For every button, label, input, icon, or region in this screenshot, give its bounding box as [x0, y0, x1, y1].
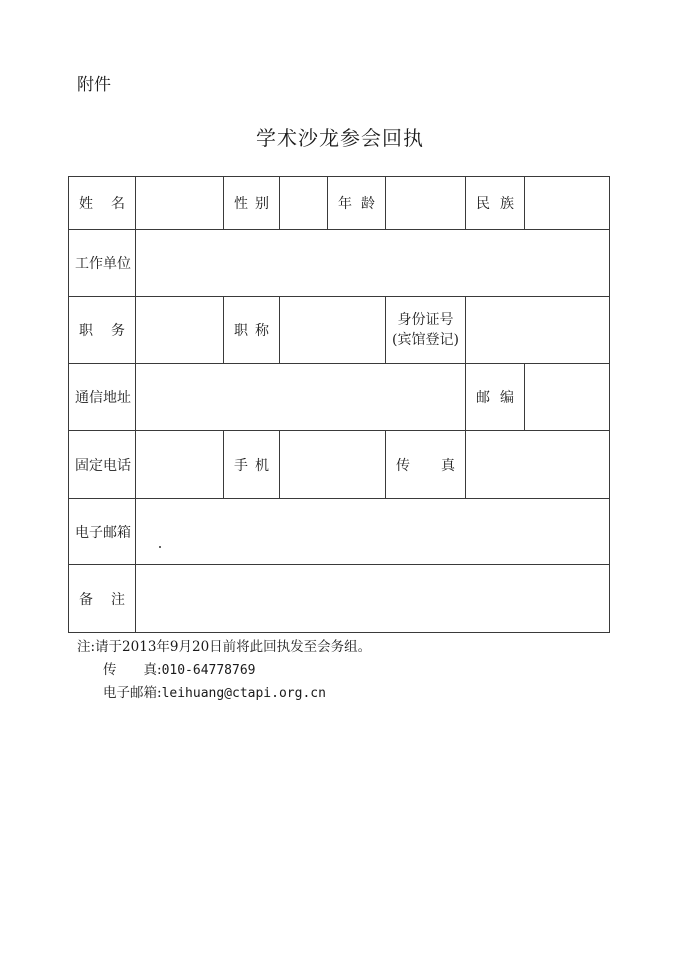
gender-label-char-1: 性	[234, 196, 248, 212]
age-label-char-2: 龄	[361, 196, 375, 212]
email-field[interactable]	[136, 499, 610, 565]
landline-label-cell	[69, 431, 136, 499]
id-number-note: (宾馆登记)	[392, 332, 459, 348]
name-field[interactable]	[136, 177, 224, 230]
form-row-phone	[69, 431, 610, 499]
name-label-char-1: 姓	[79, 196, 93, 212]
address-label: 通信地址	[75, 390, 131, 406]
fax-field[interactable]	[466, 431, 610, 499]
note-fax-value: 010-64778769	[161, 663, 256, 678]
note-email-label: 电子邮箱:	[103, 685, 162, 701]
postcode-label-cell	[466, 364, 525, 431]
fax-label-cell	[386, 431, 466, 499]
form-row-position	[69, 297, 610, 364]
remarks-label-cell	[69, 565, 136, 633]
postcode-label-char-2: 编	[500, 390, 514, 406]
id-number-label-cell	[386, 297, 466, 364]
fax-label-char-1: 传	[396, 457, 410, 474]
mobile-field[interactable]	[280, 431, 386, 499]
attachment-label: 附件	[77, 75, 111, 95]
title-field[interactable]	[280, 297, 386, 364]
registration-form-table	[68, 176, 610, 633]
position-label-char-2: 务	[111, 323, 125, 339]
postcode-label-char-1: 邮	[476, 390, 490, 406]
ethnicity-label-char-2: 族	[500, 196, 514, 212]
landline-field[interactable]	[136, 431, 224, 499]
scan-speck	[159, 546, 161, 548]
position-label-cell	[69, 297, 136, 364]
gender-label-cell	[224, 177, 280, 230]
work-unit-field[interactable]	[136, 230, 610, 297]
email-label: 电子邮箱	[75, 524, 131, 541]
title-label-char-1: 职	[234, 323, 248, 339]
note-fax-label: 传 真:	[103, 662, 162, 678]
mobile-label-char-2: 机	[255, 457, 269, 474]
remarks-field[interactable]	[136, 565, 610, 633]
ethnicity-field[interactable]	[525, 177, 610, 230]
postcode-field[interactable]	[525, 364, 610, 431]
form-row-work-unit	[69, 230, 610, 297]
work-unit-label-cell	[69, 230, 136, 297]
ethnicity-label-char-1: 民	[476, 196, 490, 212]
name-label-char-2: 名	[111, 196, 125, 212]
title-label-cell	[224, 297, 280, 364]
address-field[interactable]	[136, 364, 466, 431]
form-row-address	[69, 364, 610, 431]
form-row-email	[69, 499, 610, 565]
mobile-label-char-1: 手	[234, 457, 248, 474]
email-label-cell	[69, 499, 136, 565]
gender-label-char-2: 别	[255, 196, 269, 212]
fax-label-char-2: 真	[441, 457, 455, 474]
title-label-char-2: 称	[255, 323, 269, 339]
note-deadline: 注:请于2013年9月20日前将此回执发至会务组。	[77, 639, 372, 655]
age-label-char-1: 年	[338, 196, 352, 212]
age-field[interactable]	[386, 177, 466, 230]
age-label-cell	[328, 177, 386, 230]
id-number-label: 身份证号	[397, 312, 454, 328]
form-row-basic-info	[69, 177, 610, 230]
work-unit-label: 工作单位	[75, 256, 131, 272]
name-label-cell	[69, 177, 136, 230]
note-email-value[interactable]: leihuang@ctapi.org.cn	[161, 686, 326, 701]
address-label-cell	[69, 364, 136, 431]
page-title: 学术沙龙参会回执	[256, 126, 424, 150]
remarks-label-char-2: 注	[111, 591, 125, 608]
id-number-field[interactable]	[466, 297, 610, 364]
landline-label: 固定电话	[75, 457, 131, 474]
notes-section	[77, 636, 371, 705]
note-fax	[77, 659, 371, 682]
form-row-remarks	[69, 565, 610, 633]
gender-field[interactable]	[280, 177, 328, 230]
ethnicity-label-cell	[466, 177, 525, 230]
position-label-char-1: 职	[79, 323, 93, 339]
position-field[interactable]	[136, 297, 224, 364]
remarks-label-char-1: 备	[79, 591, 93, 608]
mobile-label-cell	[224, 431, 280, 499]
note-email	[77, 682, 371, 705]
